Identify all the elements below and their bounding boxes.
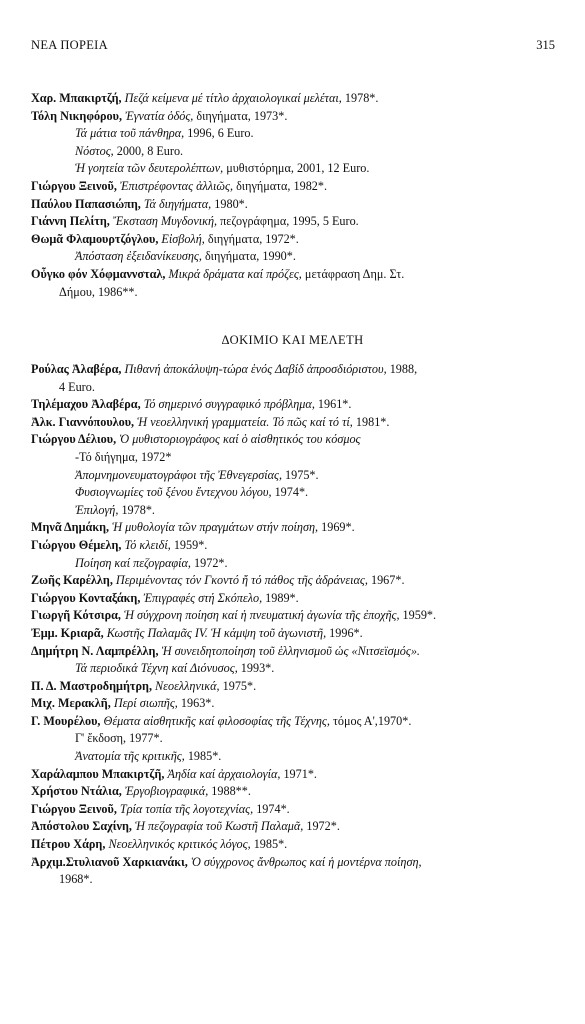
bibliography-entry (31, 125, 559, 143)
entry-author: Γιωργῆ Κότσιρα, (31, 608, 121, 623)
entry-title: Ἡ συνειδητοποίηση τοῦ ἑλληνισμοῦ ὡς «Νιτσεϊσμός». (158, 643, 420, 658)
entry-title: Ἐπιλογή, (75, 502, 119, 517)
bibliography-entry (31, 555, 559, 573)
entry-title: Ἐργοβιογραφικά, (121, 784, 209, 799)
bibliography-entry (31, 766, 559, 784)
entry-author: Γιώργου Ξεινοῦ, (31, 178, 117, 193)
entry-title: Ἡ μυθολογία τῶν πραγμάτων στήν ποίηση, (109, 520, 319, 535)
entry-details: διηγήματα, 1972*. (204, 231, 299, 246)
bibliography-entry (31, 248, 559, 266)
entry-details: διηγήματα, 1973*. (193, 108, 288, 123)
bibliography-entry (31, 90, 559, 108)
entry-title: Νεοελληνικός κριτικός λόγος, (105, 837, 251, 852)
entry-details: 1972*. (303, 819, 340, 834)
bibliography-entry (31, 730, 559, 748)
bibliography-entry (31, 643, 559, 661)
section-heading: ΔΟΚΙΜΙΟ ΚΑΙ ΜΕΛΕΤΗ (221, 333, 364, 347)
entry-details: διηγήματα, 1990*. (201, 249, 296, 264)
entry-title: Περιμένοντας τόν Γκοντό ἤ τό πάθος τῆς ἀδράνειας, (112, 573, 368, 588)
entry-details: 1996*. (326, 625, 363, 640)
entry-title: Νεοελληνικά, (152, 678, 220, 693)
entry-title: Ἡ γοητεία τῶν δευτερολέπτων, (75, 161, 224, 176)
entry-details: 1988, (386, 362, 418, 376)
entry-title: Ἀνατομία τῆς κριτικῆς, (75, 749, 185, 764)
entry-author: Ἀπόστολου Σαχίνη, (31, 819, 132, 834)
bibliography-entry (31, 748, 559, 766)
entry-title: Εἰσβολή, (158, 231, 205, 246)
entry-details: 1981*. (352, 414, 390, 429)
entry-continuation: 4 Euro. (59, 379, 95, 394)
entry-title: Τά μάτια τοῦ πάνθηρα, (75, 126, 185, 141)
bibliography-entry (31, 108, 559, 126)
entry-details: 1961*. (314, 397, 352, 412)
bibliography-entry (31, 625, 559, 643)
entry-details: 1985*. (184, 749, 222, 764)
entry-title: Ἀηδία καί ἀρχαιολογία, (164, 766, 281, 781)
bibliography-entry (31, 160, 559, 178)
entry-title: Ἔκσταση Μυγδονική, (109, 214, 218, 229)
bibliography-entry (31, 266, 559, 284)
bibliography-entry (31, 836, 559, 854)
bibliography-entry (31, 818, 559, 836)
entry-details: Γ' ἔκδοση, 1977*. (75, 731, 163, 746)
bibliography-entry (31, 660, 559, 678)
running-header (31, 38, 555, 56)
entry-title: Ἡ σύγχρονη ποίηση καί ἡ πνευματική ἀγωνία τῆς ἐποχῆς, (120, 608, 400, 623)
bibliography-entry (31, 414, 559, 432)
entry-details: 1974*. (271, 485, 309, 500)
entry-continuation: Δήμου, 1986**. (59, 284, 138, 299)
entry-author: Θωμᾶ Φλαμουρτζόγλου, (31, 231, 159, 246)
bibliography-entry (31, 196, 559, 214)
entry-details: 1996, 6 Euro. (184, 126, 254, 141)
bibliography-entry (31, 537, 559, 555)
entry-continuation: 1968*. (59, 872, 93, 887)
bibliography-entry (31, 361, 559, 379)
entry-title: Τό σημερινό συγγραφικό πρόβλημα, (140, 397, 315, 412)
bibliography-entry (31, 213, 559, 231)
entry-author: Τηλέμαχου Ἀλαβέρα, (31, 397, 141, 412)
entry-details: 1972*. (190, 555, 228, 570)
entry-author: Π. Δ. Μαστροδημήτρη, (31, 678, 152, 693)
entry-details: 1985*. (250, 837, 288, 852)
entry-details: διηγήματα, 1982*. (233, 178, 328, 193)
bibliography-entry (31, 484, 559, 502)
bibliography-entry (31, 143, 559, 161)
bibliography-entry (31, 590, 559, 608)
entry-title: Ἀπόσταση ἐξειδανίκευσης, (75, 249, 202, 264)
entry-title: Ἀπομνημονευματογράφοι τῆς Ἐθνεγερσίας, (75, 467, 282, 482)
entry-author: Μηνᾶ Δημάκη, (31, 520, 110, 535)
entry-title: Ποίηση καί πεζογραφία, (75, 555, 191, 570)
entry-details: 1978*. (341, 91, 379, 105)
entry-title: Κωστῆς Παλαμᾶς IV. Ἡ κάμψη τοῦ ἀγωνιστῆ, (103, 625, 327, 640)
journal-title: ΝΕΑ ΠΟΡΕΙΑ (31, 38, 108, 52)
entry-title: Περί σιωπῆς, (110, 696, 178, 711)
entry-details: 1959*. (170, 537, 208, 552)
bibliography-entry (31, 467, 559, 485)
entry-title: Τό κλειδί, (121, 537, 171, 552)
entry-details: 1993*. (237, 661, 275, 676)
essay-list (31, 361, 559, 889)
entry-title: Τρία τοπία τῆς λογοτεχνίας, (116, 801, 254, 816)
entry-title: Ἐπιγραφές στή Σκόπελο, (140, 590, 263, 605)
entry-title: Τά περιοδικά Τέχνη καί Διόνυσος, (75, 661, 238, 676)
entry-details: 1967*. (367, 573, 405, 588)
entry-author: Δημήτρη Ν. Λαμπρέλλη, (31, 643, 159, 658)
bibliography-entry (31, 231, 559, 249)
entry-title: Ὁ μυθιστοριογράφος καί ὁ αἰσθητικός του κόσμος (116, 432, 361, 447)
entry-title: Ἡ πεζογραφία τοῦ Κωστῆ Παλαμᾶ, (131, 819, 304, 834)
bibliography-entry (31, 801, 559, 819)
fiction-list (31, 90, 559, 301)
entry-title: Πιθανή ἀποκάλυψη-τώρα ἑνός Δαβίδ ἀπροσδιόριστου, (121, 362, 387, 376)
entry-details: 1969*. (318, 520, 355, 535)
bibliography-entry (31, 783, 559, 801)
entry-details: 1980*. (211, 196, 248, 211)
bibliography-entry (31, 854, 559, 872)
bibliography-entry (31, 431, 559, 449)
entry-author: Γιώργου Δέλιου, (31, 432, 117, 447)
bibliography-entry (31, 695, 559, 713)
bibliography-entry (31, 449, 559, 467)
entry-details: 1988**. (208, 784, 251, 799)
entry-details: 1978*. (118, 502, 155, 517)
entry-details: 1974*. (253, 801, 290, 816)
entry-title: Πεζά κείμενα μέ τίτλο ἀρχαιολογικαί μελέται, (121, 91, 342, 105)
bibliography-entry (31, 713, 559, 731)
bibliography-entry (31, 396, 559, 414)
entry-details: -Τό διήγημα, 1972* (75, 449, 172, 464)
entry-title: Μικρά δράματα καί πρόζες, (165, 266, 302, 281)
entry-details: πεζογράφημα, 1995, 5 Euro. (217, 214, 359, 229)
entry-author: Ζωῆς Καρέλλη, (31, 573, 113, 588)
entry-details: μυθιστόρημα, 2001, 12 Euro. (223, 161, 370, 176)
entry-title: Τά διηγήματα, (140, 196, 212, 211)
entry-author: Γιώργου Ξεινοῦ, (31, 801, 117, 816)
entry-details: 1971*. (280, 766, 317, 781)
entry-author: Τόλη Νικηφόρου, (31, 108, 123, 123)
page-number: 315 (536, 38, 555, 52)
entry-author: Γιώργου Θέμελη, (31, 537, 122, 552)
entry-details: 1959*. (399, 608, 437, 623)
entry-author: Γιώργου Κονταξάκη, (31, 590, 141, 605)
entry-author: Οὖγκο φόν Χόφμαννσταλ, (31, 266, 166, 281)
entry-title: Ἐπιστρέφοντας ἀλλιῶς, (116, 178, 234, 193)
entry-title: Ἡ νεοελληνική γραμματεία. Τό πῶς καί τό τί, (134, 414, 353, 429)
entry-author: Ρούλας Ἀλαβέρα, (31, 362, 122, 376)
entry-author: Χρήστου Ντάλια, (31, 784, 122, 799)
entry-author: Χαρ. Μπακιρτζή, (31, 91, 122, 105)
entry-title: Ἐγνατία ὁδός, (122, 108, 194, 123)
entry-details: 1963*. (177, 696, 215, 711)
entry-title: Φυσιογνωμίες τοῦ ξένου ἔντεχνου λόγου, (75, 485, 272, 500)
entry-details: 1989*. (262, 590, 299, 605)
entry-author: Γ. Μουρέλου, (31, 713, 101, 728)
entry-author: Ἀλκ. Γιαννόπουλου, (31, 414, 135, 429)
entry-title: Νόστος, (75, 143, 114, 158)
entry-details: τόμος Α',1970*. (329, 713, 412, 728)
bibliography-entry (31, 678, 559, 696)
entry-author: Παύλου Παπασιώπη, (31, 196, 141, 211)
entry-details: 1975*. (282, 467, 319, 482)
bibliography-entry (31, 519, 559, 537)
entry-title: Ὁ σύγχρονος ἄνθρωπος καί ἡ μοντέρνα ποίηση, (187, 854, 422, 869)
entry-title: Θέματα αἰσθητικῆς καί φιλοσοφίας τῆς Τέχνης, (100, 713, 330, 728)
bibliography-entry (31, 572, 559, 590)
entry-author: Ἀρχιμ.Στυλιανοῦ Χαρκιανάκι, (31, 854, 188, 869)
bibliography-entry (31, 502, 559, 520)
entry-details: μετάφραση Δημ. Στ. (301, 266, 405, 281)
entry-author: Πέτρου Χάρη, (31, 837, 106, 852)
bibliography-entry (31, 178, 559, 196)
bibliography-entry (31, 607, 559, 625)
entry-details: 2000, 8 Euro. (113, 143, 184, 158)
entry-author: Χαράλαμπου Μπακιρτζῆ, (31, 766, 165, 781)
entry-author: Ἐμμ. Κριαρᾶ, (31, 625, 104, 640)
entry-details: 1975*. (219, 678, 257, 693)
entry-author: Γιάννη Πελίτη, (31, 214, 110, 229)
entry-author: Μιχ. Μερακλῆ, (31, 696, 111, 711)
